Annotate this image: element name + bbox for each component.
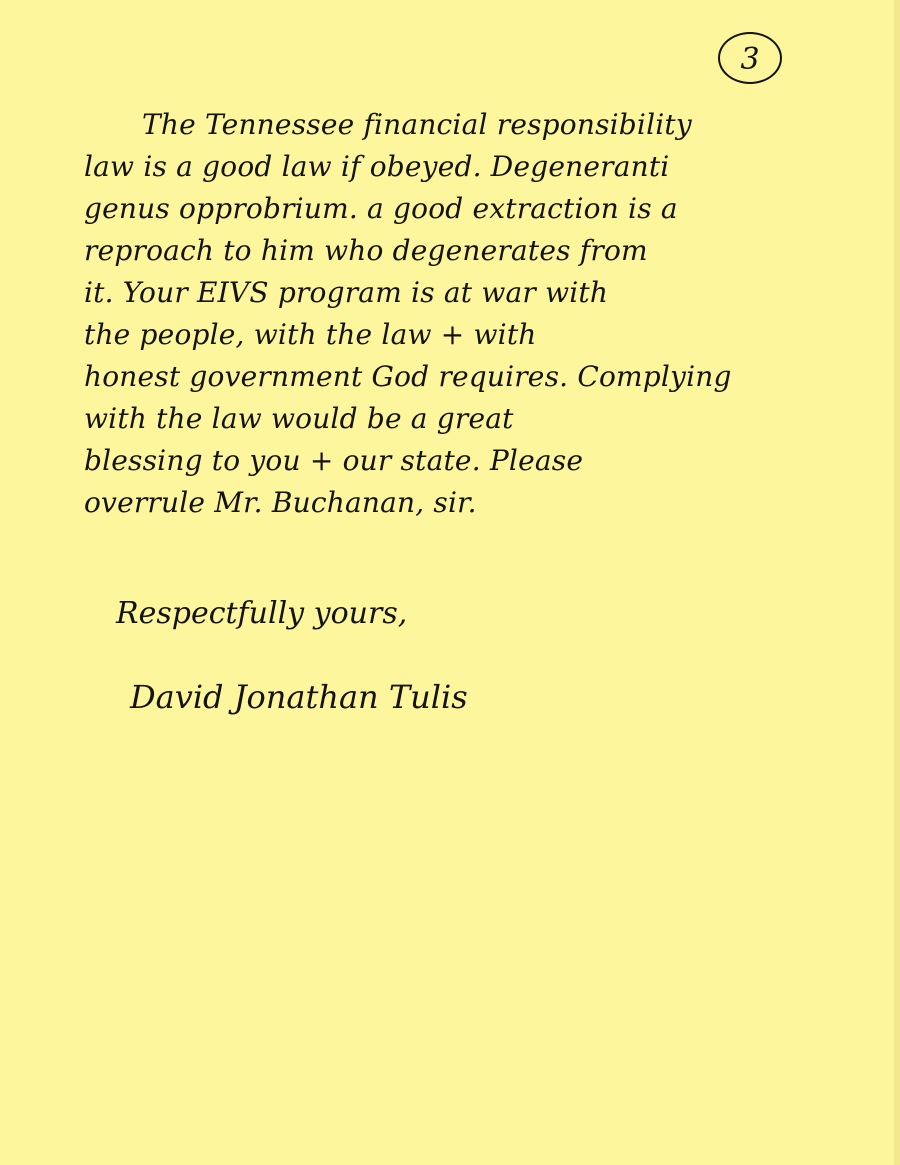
body-line-6: the people, with the law + with [84,318,537,351]
body-line-10: overrule Mr. Buchanan, sir. [84,486,477,519]
body-line-8: with the law would be a great [84,402,514,435]
body-line-9: blessing to you + our state. Please [84,444,584,477]
body-line-7: honest government God requires. Complying [84,360,732,393]
body-line-5: it. Your EIVS program is at war with [84,276,609,309]
letter-body [84,108,864,528]
body-line-4: reproach to him who degenerates from [84,234,648,267]
page-number: 3 [740,42,760,77]
page-number-circle [718,32,782,84]
body-line-1: The Tennessee financial responsibility [142,108,692,141]
signature: David Jonathan Tulis [130,678,468,716]
letter-closing: Respectfully yours, [116,596,408,631]
body-line-2: law is a good law if obeyed. Degeneranti [84,150,670,183]
body-line-3: genus opprobrium. a good extraction is a [84,192,678,225]
